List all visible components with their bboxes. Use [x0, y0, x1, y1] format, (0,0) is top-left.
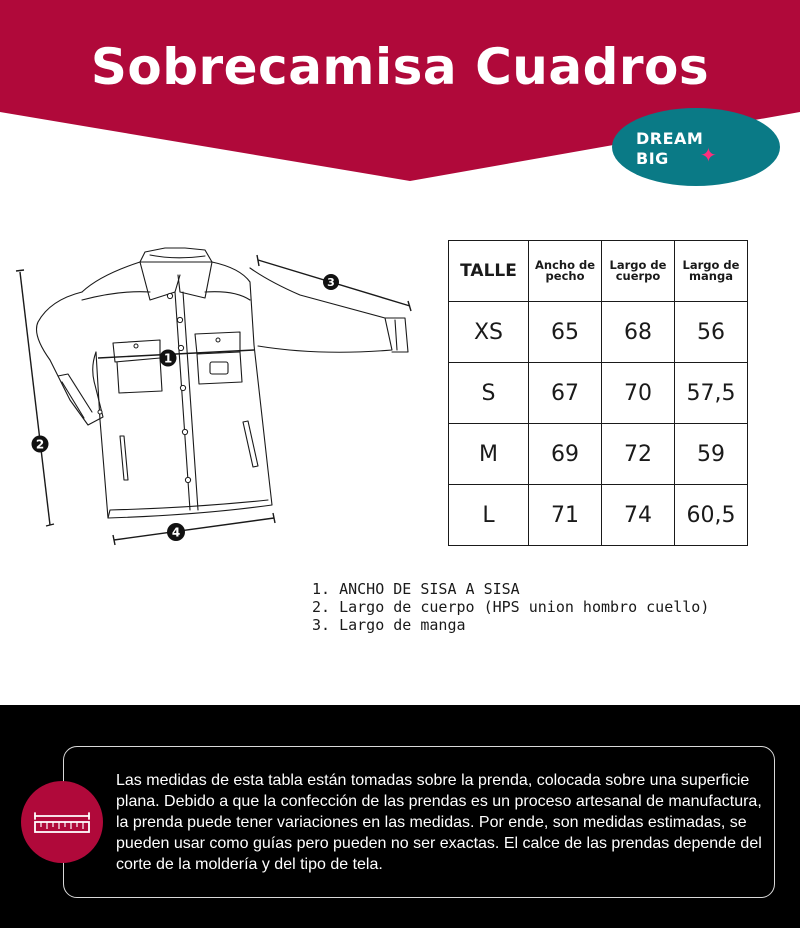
table-cell: 74 — [602, 485, 675, 546]
table-row — [449, 363, 748, 424]
table-row — [449, 485, 748, 546]
table-row — [449, 302, 748, 363]
header-ancho-de-pecho: Ancho de pecho — [529, 241, 602, 302]
svg-text:3: 3 — [327, 276, 335, 289]
table-cell: 70 — [602, 363, 675, 424]
size-label: XS — [449, 302, 529, 363]
legend-item-2: 2. Largo de cuerpo (HPS union hombro cuello) — [312, 598, 710, 616]
measure-marker-3 — [323, 274, 339, 290]
table-cell: 69 — [529, 424, 602, 485]
header-largo-de-cuerpo: Largo de cuerpo — [602, 241, 675, 302]
dream-big-badge — [612, 108, 780, 186]
size-table — [448, 240, 748, 546]
disclaimer-text: Las medidas de esta tabla están tomadas sobre la prenda, colocada sobre una superficie plana. Debido a que la confección de las prendas es un proceso artesanal de manufactura, la prenda puede tener variaciones en las medidas. Por ende, son medidas estimadas, se pueden usar como guías pero pueden no ser exactas. El calce de las prendas depende del corte de la moldería y del tipo de tela. — [116, 772, 762, 873]
page-title: Sobrecamisa Cuadros — [90, 38, 710, 96]
measure-marker-1 — [160, 350, 177, 367]
table-cell: 65 — [529, 302, 602, 363]
shirt-diagram — [10, 235, 335, 555]
sparkle-icon: ✦ — [700, 145, 717, 167]
size-label: L — [449, 485, 529, 546]
table-row — [449, 424, 748, 485]
header-talle: TALLE — [449, 241, 529, 302]
measure-marker-4 — [167, 523, 185, 541]
svg-text:4: 4 — [171, 525, 181, 540]
table-cell: 57,5 — [675, 363, 748, 424]
legend-item-3: 3. Largo de manga — [312, 616, 466, 634]
ruler-badge — [21, 781, 103, 863]
measure-marker-2 — [32, 436, 49, 453]
badge-line-1: DREAM — [636, 129, 704, 148]
measurement-legend — [312, 580, 709, 634]
table-cell: 71 — [529, 485, 602, 546]
badge-line-2: BIG — [636, 149, 669, 168]
size-table-header — [449, 241, 748, 302]
size-label: M — [449, 424, 529, 485]
table-cell: 56 — [675, 302, 748, 363]
table-cell: 72 — [602, 424, 675, 485]
table-cell: 59 — [675, 424, 748, 485]
table-cell: 60,5 — [675, 485, 748, 546]
ruler-icon — [21, 781, 103, 863]
header-largo-de-manga: Largo de manga — [675, 241, 748, 302]
table-cell: 67 — [529, 363, 602, 424]
svg-text:1: 1 — [163, 351, 173, 366]
size-label: S — [449, 363, 529, 424]
svg-text:2: 2 — [35, 437, 45, 452]
table-cell: 68 — [602, 302, 675, 363]
legend-item-1: 1. ANCHO DE SISA A SISA — [312, 580, 520, 598]
